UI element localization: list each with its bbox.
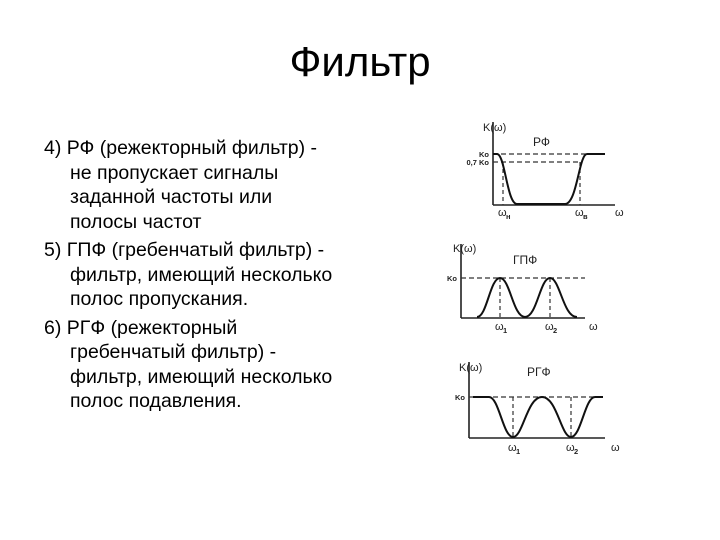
item-line: не пропускает сигналы xyxy=(70,161,279,184)
item-gpf xyxy=(44,238,424,312)
item-line: заданной частоты или xyxy=(70,186,273,208)
x-tick-omega-high-sub: в xyxy=(583,212,588,221)
item-line: полос подавления. xyxy=(70,390,242,412)
y-axis-label: K(ω) xyxy=(459,362,483,374)
rgf-response-graph xyxy=(455,352,640,462)
definition-list xyxy=(44,136,424,418)
x-axis-label: ω xyxy=(615,207,624,219)
y-tick-cutoff: 0,7 Ko xyxy=(466,158,489,167)
x-tick-omega-1: ω xyxy=(508,442,517,454)
rf-graph-svg xyxy=(455,112,640,222)
y-axis-label: K(ω) xyxy=(483,122,507,134)
y-tick-ko: Ko xyxy=(455,393,465,402)
y-tick-ko: Ko xyxy=(479,150,489,159)
gpf-response-graph xyxy=(447,236,640,340)
item-line: фильтр, имеющий несколько xyxy=(70,263,333,286)
x-tick-omega-2: ω xyxy=(545,321,554,333)
item-line: 4) РФ (режекторный фильтр) - xyxy=(44,137,318,159)
x-axis-label: ω xyxy=(589,321,598,333)
item-rgf xyxy=(44,316,424,414)
filter-name-label: ГПФ xyxy=(513,253,538,267)
gpf-response-curve xyxy=(477,278,577,317)
filter-name-label: РГФ xyxy=(527,365,551,379)
x-tick-omega-1: ω xyxy=(495,321,504,333)
x-tick-omega-1-sub: 1 xyxy=(503,326,508,335)
y-axis-label: K(ω) xyxy=(453,243,477,255)
item-line: 6) РГФ (режекторный xyxy=(44,316,238,339)
rf-response-graph xyxy=(455,112,640,222)
item-line: 5) ГПФ (гребенчатый фильтр) - xyxy=(44,239,325,261)
item-line: фильтр, имеющий несколько xyxy=(70,365,333,388)
x-tick-omega-high: ω xyxy=(575,207,584,219)
item-rf xyxy=(44,136,424,234)
item-line: полос пропускания. xyxy=(70,288,249,310)
rgf-graph-svg xyxy=(455,352,640,462)
y-tick-ko: Ko xyxy=(447,274,457,283)
x-tick-omega-low-sub: н xyxy=(506,212,511,221)
x-tick-omega-2-sub: 2 xyxy=(553,326,558,335)
x-axis-label: ω xyxy=(611,442,620,454)
gpf-graph-svg xyxy=(447,236,640,340)
item-line: полосы частот xyxy=(70,210,202,233)
x-tick-omega-1-sub: 1 xyxy=(516,447,521,456)
x-tick-omega-low: ω xyxy=(498,207,507,219)
item-line: гребенчатый фильтр) - xyxy=(70,341,277,363)
rgf-response-curve xyxy=(473,397,603,437)
filter-name-label: РФ xyxy=(533,135,550,149)
x-tick-omega-2-sub: 2 xyxy=(574,447,579,456)
x-tick-omega-2: ω xyxy=(566,442,575,454)
slide-title: Фильтр xyxy=(289,38,431,85)
